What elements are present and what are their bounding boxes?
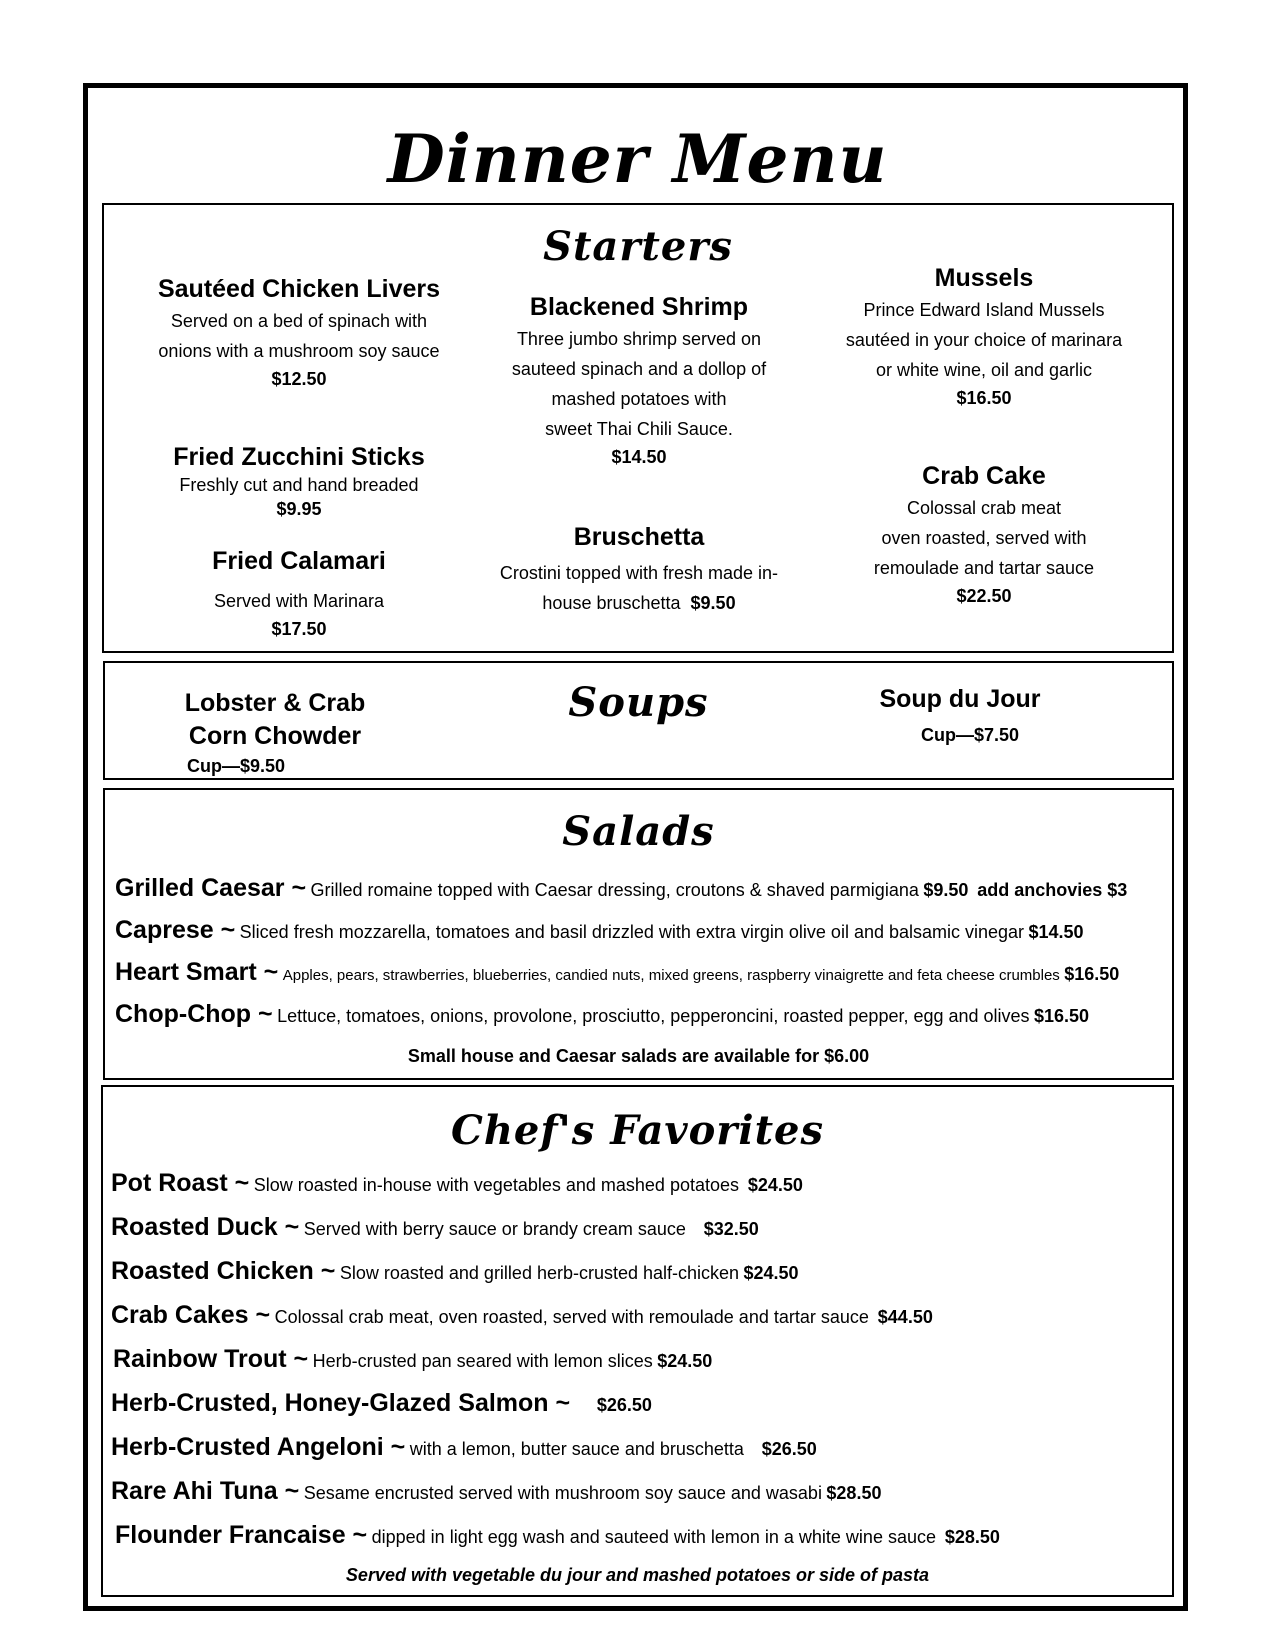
item-name: Crab Cake [922, 462, 1046, 490]
item-desc: sautéed in your choice of marinara [845, 330, 1123, 350]
item-desc: with a lemon, butter sauce and bruschetta [409, 1439, 744, 1459]
item-name: Lobster & Crab [184, 689, 366, 717]
item-extra: add anchovies $3 [977, 880, 1128, 900]
item-price: $26.50 [761, 1439, 817, 1459]
item-desc: onions with a mushroom soy sauce [158, 341, 440, 361]
item-desc: Colossal crab meat [906, 498, 1062, 518]
item-price: $12.50 [271, 369, 327, 389]
favorite-flounder-francaise [115, 1521, 1000, 1550]
item-price: $24.50 [657, 1351, 713, 1371]
item-desc: Grilled romaine topped with Caesar dressing, croutons & shaved parmigiana [310, 880, 919, 900]
item-desc: Sesame encrusted served with mushroom soy sauce and wasabi [303, 1483, 822, 1503]
item-desc: Apples, pears, strawberries, blueberries, candied nuts, mixed greens, raspberry vinaigrette and feta cheese crumbles [282, 967, 1060, 984]
item-desc: Colossal crab meat, oven roasted, served with remoulade and tartar sauce [274, 1307, 869, 1327]
favorite-angeloni [111, 1433, 817, 1462]
starter-blackened-shrimp [454, 291, 824, 470]
item-name: Sautéed Chicken Livers [157, 275, 441, 303]
item-desc: sweet Thai Chili Sauce. [545, 419, 733, 439]
soups-title: Soups [568, 679, 709, 726]
chefs-favorites-section [101, 1085, 1174, 1597]
item-name: Heart Smart ~ [115, 958, 279, 986]
item-name: Soup du Jour [879, 685, 1041, 713]
item-desc: dipped in light egg wash and sauteed with lemon in a white wine sauce [371, 1527, 936, 1547]
item-desc: Crostini topped with fresh made in- [499, 563, 779, 583]
favorite-roasted-duck [111, 1213, 759, 1242]
item-name: Caprese ~ [115, 916, 236, 944]
salads-section [103, 788, 1174, 1080]
item-desc: oven roasted, served with [881, 528, 1087, 548]
item-name: Mussels [934, 264, 1034, 292]
item-name: Chop-Chop ~ [115, 1000, 273, 1028]
item-price: $14.50 [1028, 922, 1084, 942]
item-desc: Sliced fresh mozzarella, tomatoes and basil drizzled with extra virgin olive oil and balsamic vinegar [239, 922, 1025, 942]
item-name: Rare Ahi Tuna ~ [111, 1477, 300, 1505]
item-price: $28.50 [826, 1483, 882, 1503]
salads-note: Small house and Caesar salads are available for $6.00 [407, 1046, 870, 1066]
starter-crab-cake [804, 460, 1164, 609]
soup-du-jour [840, 683, 1080, 748]
item-desc: Served with berry sauce or brandy cream sauce [303, 1219, 686, 1239]
salad-heart-smart [115, 958, 1119, 987]
item-desc: Three jumbo shrimp served on [516, 329, 762, 349]
soup-lobster-crab-chowder [155, 687, 395, 779]
item-desc: Slow roasted and grilled herb-crusted half-chicken [339, 1263, 740, 1283]
page-title: Dinner Menu [387, 120, 888, 198]
item-price: $24.50 [747, 1175, 803, 1195]
item-name: Herb-Crusted Angeloni ~ [111, 1433, 406, 1461]
item-name: Fried Zucchini Sticks [173, 443, 425, 471]
starter-chicken-livers [114, 273, 484, 392]
item-desc: Herb-crusted pan seared with lemon slices [312, 1351, 653, 1371]
item-price: $44.50 [877, 1307, 933, 1327]
item-name: Blackened Shrimp [529, 293, 749, 321]
favorite-rainbow-trout [113, 1345, 712, 1374]
soups-section [103, 661, 1174, 780]
item-price: Cup—$9.50 [187, 756, 286, 776]
favorites-title: Chef's Favorites [450, 1107, 825, 1154]
item-desc: Slow roasted in-house with vegetables and mashed potatoes [253, 1175, 739, 1195]
item-name: Herb-Crusted, Honey-Glazed Salmon ~ [111, 1389, 571, 1417]
item-desc: Lettuce, tomatoes, onions, provolone, prosciutto, pepperoncini, roasted pepper, egg and olives [277, 1006, 1030, 1026]
item-price: $16.50 [956, 388, 1012, 408]
item-desc: Prince Edward Island Mussels [863, 300, 1105, 320]
item-price: $24.50 [743, 1263, 799, 1283]
item-name: Rainbow Trout ~ [113, 1345, 309, 1373]
item-price: $9.50 [923, 880, 969, 900]
item-price: $28.50 [944, 1527, 1000, 1547]
favorite-roasted-chicken [111, 1257, 799, 1286]
item-desc: house bruschetta [542, 593, 681, 613]
item-price: Cup—$7.50 [920, 725, 1020, 745]
starters-title: Starters [543, 223, 733, 270]
item-price: $14.50 [611, 447, 667, 467]
salad-grilled-caesar [115, 874, 1127, 903]
salad-chop-chop [115, 1000, 1089, 1029]
item-name: Bruschetta [573, 523, 705, 551]
item-name: Pot Roast ~ [111, 1169, 250, 1197]
favorite-pot-roast [111, 1169, 803, 1198]
salad-caprese [115, 916, 1084, 945]
item-name: Grilled Caesar ~ [115, 874, 307, 902]
item-name: Crab Cakes ~ [111, 1301, 271, 1329]
item-price: $16.50 [1034, 1006, 1090, 1026]
item-price: $16.50 [1064, 964, 1120, 984]
item-price: $26.50 [596, 1395, 652, 1415]
item-name: Roasted Duck ~ [111, 1213, 300, 1241]
item-price: $32.50 [703, 1219, 759, 1239]
favorites-note: Served with vegetable du jour and mashed potatoes or side of pasta [345, 1565, 930, 1585]
starter-zucchini-sticks [114, 441, 484, 522]
item-name: Fried Calamari [212, 547, 386, 575]
item-desc: Served with Marinara [213, 591, 385, 611]
item-desc: mashed potatoes with [551, 389, 727, 409]
item-name: Flounder Francaise ~ [115, 1521, 368, 1549]
item-name: Roasted Chicken ~ [111, 1257, 336, 1285]
item-desc: Served on a bed of spinach with [170, 311, 428, 331]
favorite-crab-cakes [111, 1301, 933, 1330]
item-price: $9.95 [276, 499, 322, 519]
item-price: $9.50 [690, 593, 736, 613]
favorite-salmon [111, 1389, 652, 1418]
favorite-ahi-tuna [111, 1477, 881, 1506]
item-desc: Freshly cut and hand breaded [179, 475, 419, 495]
item-desc: or white wine, oil and garlic [875, 360, 1093, 380]
salads-title: Salads [562, 808, 715, 855]
starter-mussels [804, 262, 1164, 411]
item-name: Corn Chowder [188, 722, 362, 750]
item-price: $17.50 [271, 619, 327, 639]
item-desc: sauteed spinach and a dollop of [511, 359, 767, 379]
item-desc: remoulade and tartar sauce [873, 558, 1095, 578]
starter-bruschetta [454, 521, 824, 618]
starters-section [102, 203, 1174, 653]
item-price: $22.50 [956, 586, 1012, 606]
starter-fried-calamari [114, 545, 484, 642]
